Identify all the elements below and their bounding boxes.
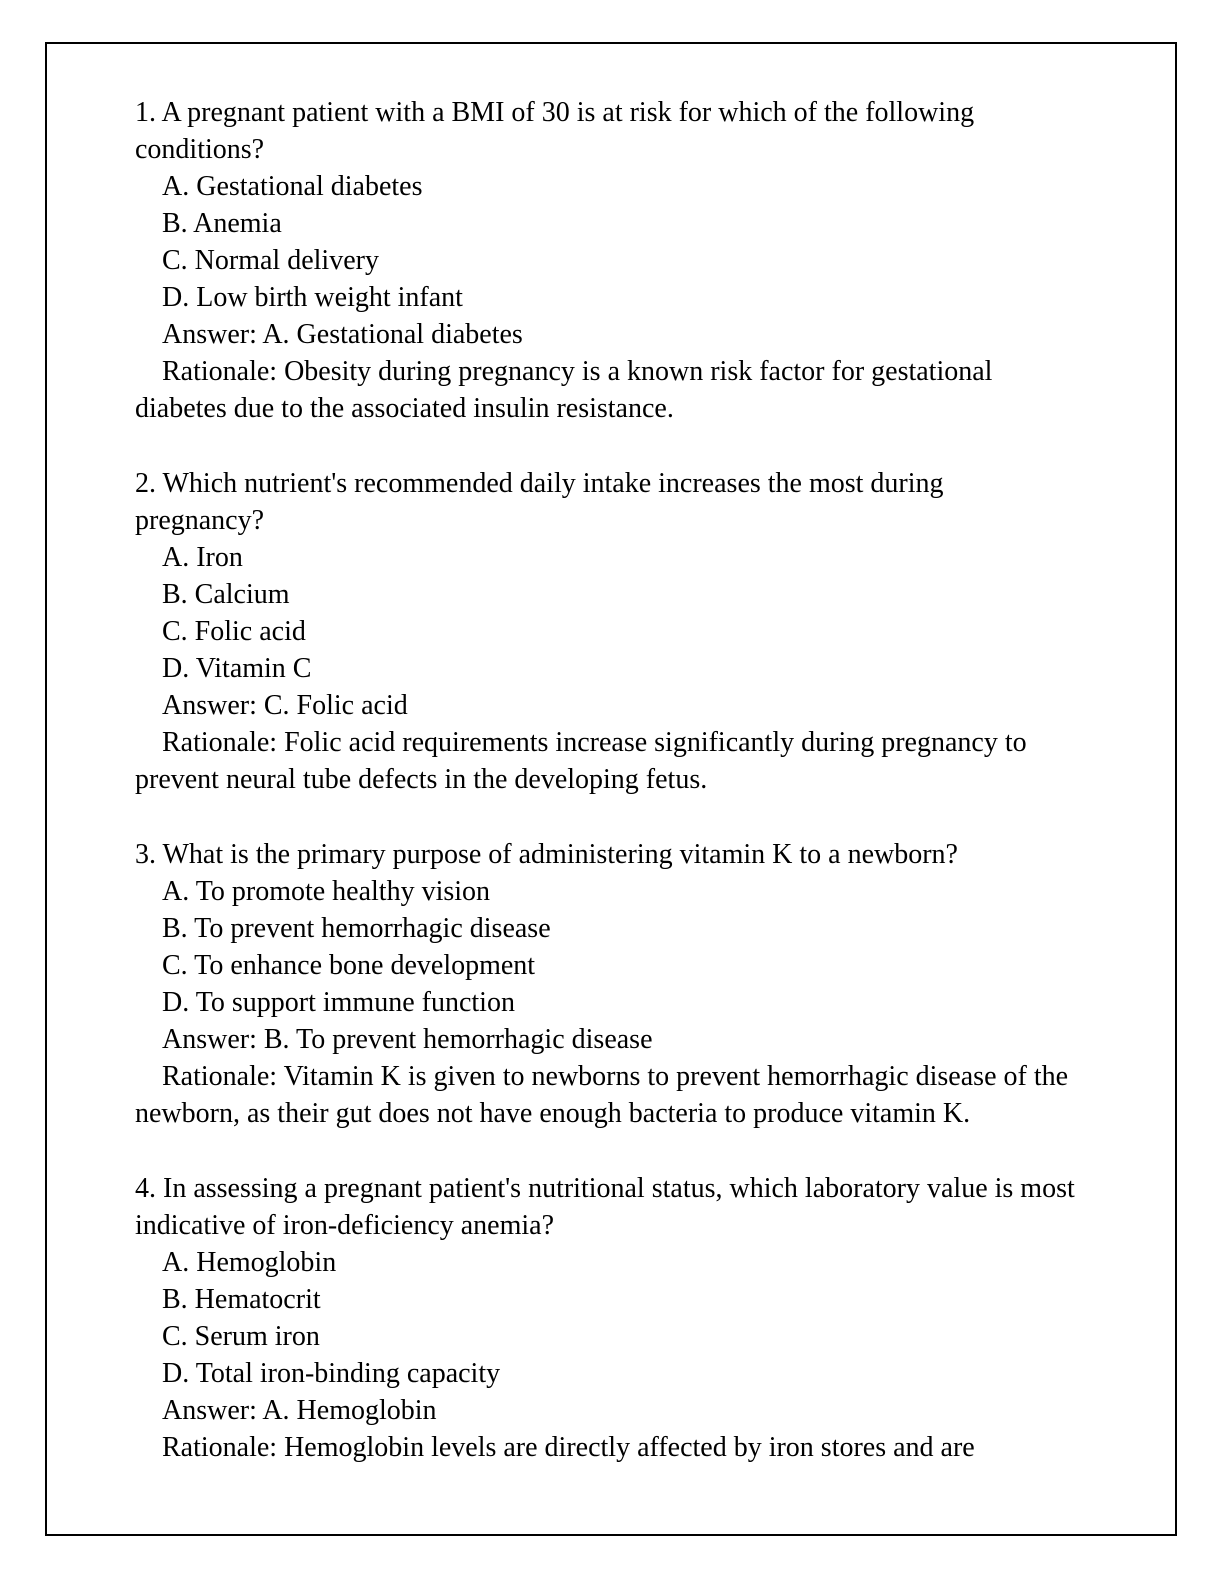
answer-text: Answer: C. Folic acid	[162, 690, 408, 721]
option-text: D. Low birth weight infant	[162, 282, 463, 313]
option-text: A. To promote healthy vision	[162, 876, 491, 907]
option-text: B. To prevent hemorrhagic disease	[162, 913, 551, 944]
option-text: D. Total iron-binding capacity	[162, 1358, 501, 1389]
option-text: C. Serum iron	[162, 1321, 320, 1352]
option-text: A. Hemoglobin	[162, 1247, 337, 1278]
option-text: B. Hematocrit	[162, 1284, 321, 1315]
options-list	[135, 539, 1077, 687]
answer-text: Answer: A. Hemoglobin	[162, 1395, 437, 1426]
question-block	[135, 836, 1077, 1132]
question-text: 1. A pregnant patient with a BMI of 30 is at risk for which of the following conditions?	[135, 97, 975, 165]
question-text: 3. What is the primary purpose of administering vitamin K to a newborn?	[135, 839, 958, 870]
question-text: 4. In assessing a pregnant patient's nutritional status, which laboratory value is most indicative of iron-deficiency anemia?	[135, 1173, 1075, 1241]
option-text: C. Folic acid	[162, 616, 306, 647]
option-text: A. Gestational diabetes	[162, 171, 423, 202]
option-text: A. Iron	[162, 542, 243, 573]
answer-text: Answer: A. Gestational diabetes	[162, 319, 523, 350]
rationale-text: Rationale: Hemoglobin levels are directly affected by iron stores and are	[162, 1432, 975, 1463]
options-list	[135, 873, 1077, 1021]
answer-text: Answer: B. To prevent hemorrhagic disease	[162, 1024, 653, 1055]
page-border	[45, 42, 1177, 1536]
options-list	[135, 1244, 1077, 1392]
option-text: C. To enhance bone development	[162, 950, 536, 981]
questions-list	[135, 94, 1077, 1466]
option-text: D. To support immune function	[162, 987, 515, 1018]
rationale-text: Rationale: Vitamin K is given to newborns to prevent hemorrhagic disease of the newborn, as their gut does not have enough bacteria to produce vitamin K.	[135, 1061, 1069, 1129]
option-text: D. Vitamin C	[162, 653, 312, 684]
question-block	[135, 465, 1077, 798]
option-text: B. Calcium	[162, 579, 290, 610]
rationale-text: Rationale: Folic acid requirements increase significantly during pregnancy to prevent neural tube defects in the developing fetus.	[135, 727, 1027, 795]
question-text: 2. Which nutrient's recommended daily intake increases the most during pregnancy?	[135, 468, 944, 536]
question-block	[135, 94, 1077, 427]
options-list	[135, 168, 1077, 316]
option-text: B. Anemia	[162, 208, 282, 239]
option-text: C. Normal delivery	[162, 245, 379, 276]
question-block	[135, 1170, 1077, 1466]
rationale-text: Rationale: Obesity during pregnancy is a known risk factor for gestational diabetes due to the associated insulin resistance.	[135, 356, 993, 424]
